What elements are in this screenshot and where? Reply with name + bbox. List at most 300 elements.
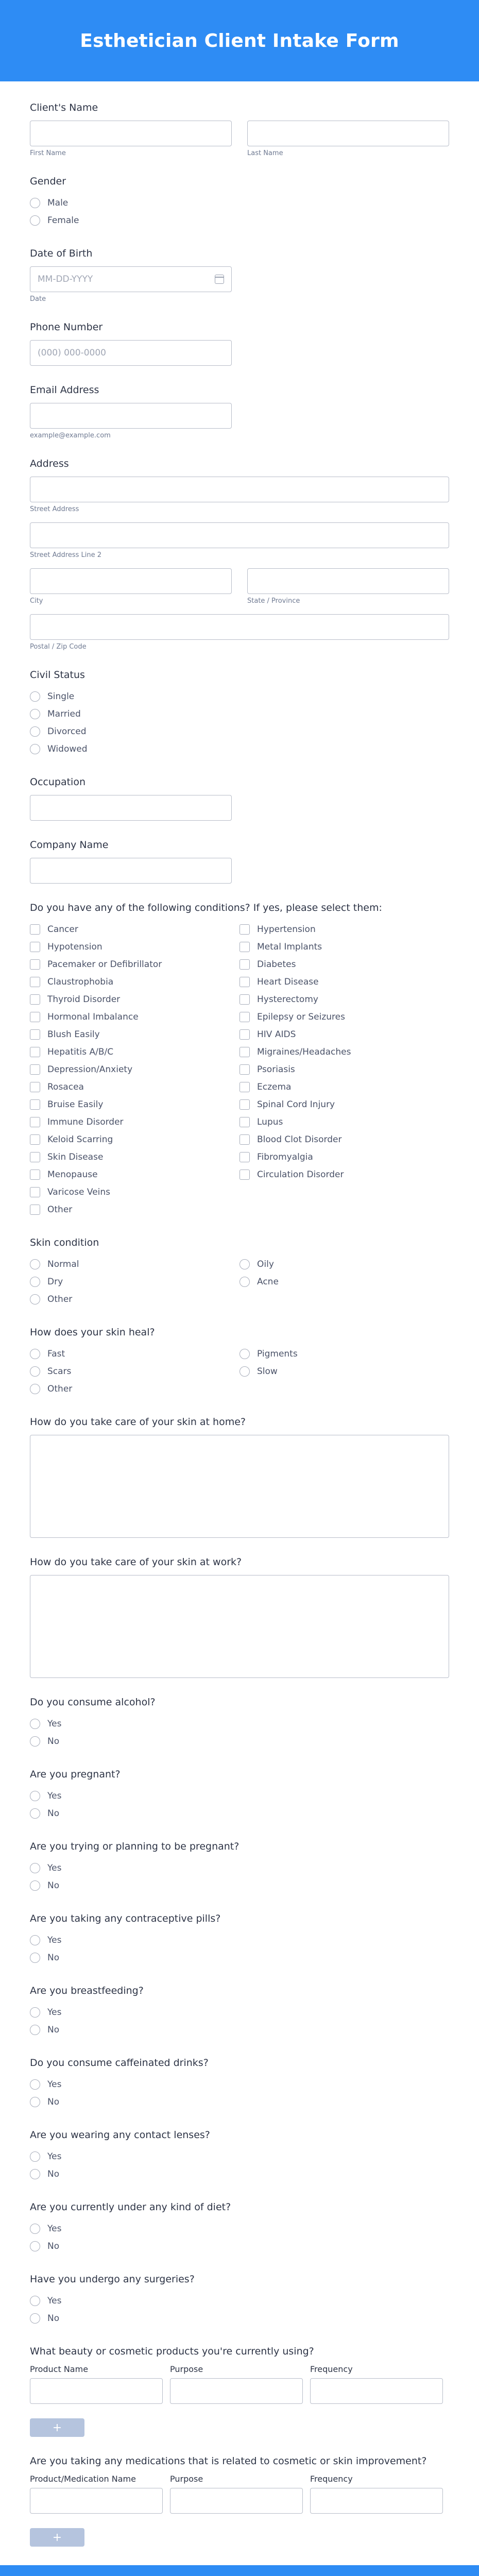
- civil-status-field: [30, 669, 449, 758]
- column-header: Frequency: [310, 2474, 353, 2484]
- option-label: Hypotension: [47, 942, 102, 952]
- civil-status-label: Civil Status: [30, 669, 85, 681]
- purpose-input[interactable]: [170, 2488, 303, 2514]
- option-label: Eczema: [257, 1082, 292, 1092]
- option-label: Rosacea: [47, 1082, 84, 1092]
- beauty-table-header: [30, 2364, 449, 2374]
- option-label: Fast: [47, 1349, 65, 1359]
- skin-heal-label: How does your skin heal?: [30, 1327, 155, 1338]
- gender-option-male[interactable]: [30, 194, 449, 212]
- last-name-input[interactable]: [247, 121, 449, 146]
- zip-sublabel: Postal / Zip Code: [30, 643, 87, 651]
- medication-name-input[interactable]: [30, 2488, 163, 2514]
- condition-option[interactable]: [30, 1061, 239, 1078]
- skin-heal-option[interactable]: [30, 1363, 239, 1380]
- yes-no-question: [30, 1913, 449, 1967]
- condition-option[interactable]: [30, 1166, 239, 1183]
- radio-button[interactable]: [30, 1791, 40, 1801]
- option-label: HIV AIDS: [257, 1029, 296, 1040]
- option-label: Lupus: [257, 1117, 283, 1127]
- no-option[interactable]: [30, 2093, 449, 2111]
- yes-option[interactable]: [30, 1787, 449, 1805]
- radio-button[interactable]: [30, 1259, 40, 1269]
- option-label: Other: [47, 1294, 73, 1304]
- address-label: Address: [30, 458, 69, 469]
- condition-option[interactable]: [239, 1131, 449, 1148]
- street-address-2-sublabel: Street Address Line 2: [30, 551, 102, 559]
- civil-option[interactable]: [30, 705, 449, 723]
- option-label: Yes: [47, 1791, 62, 1801]
- option-label: Blood Clot Disorder: [257, 1134, 342, 1145]
- option-label: Bruise Easily: [47, 1099, 104, 1110]
- phone-placeholder: (000) 000-0000: [38, 348, 106, 358]
- condition-option[interactable]: [30, 973, 239, 991]
- purpose-input[interactable]: [170, 2378, 303, 2404]
- column-header: Product/Medication Name: [30, 2474, 136, 2484]
- radio-button[interactable]: [30, 1294, 40, 1304]
- add-row-button[interactable]: +: [30, 2418, 84, 2437]
- radio-button[interactable]: [30, 2151, 40, 2162]
- option-label: Pacemaker or Defibrillator: [47, 959, 162, 970]
- first-name-input[interactable]: [30, 121, 232, 146]
- email-field: [30, 384, 449, 439]
- option-label: Normal: [47, 1259, 79, 1269]
- checkbox[interactable]: [239, 1012, 250, 1022]
- checkbox[interactable]: [30, 1134, 40, 1145]
- radio-button[interactable]: [30, 2097, 40, 2107]
- option-label: Dry: [47, 1277, 63, 1287]
- yes-option[interactable]: [30, 2004, 449, 2021]
- yes-no-question: [30, 1697, 449, 1750]
- question-label: Are you breastfeeding?: [30, 1985, 144, 1996]
- option-label: Acne: [257, 1277, 279, 1287]
- option-label: Circulation Disorder: [257, 1170, 344, 1180]
- checkbox[interactable]: [30, 1047, 40, 1057]
- option-label: Hormonal Imbalance: [47, 1012, 139, 1022]
- conditions-label: Do you have any of the following conditions? If yes, please select them:: [30, 902, 382, 913]
- street-address-sublabel: Street Address: [30, 505, 79, 513]
- checkbox[interactable]: [239, 942, 250, 952]
- email-sublabel: example@example.com: [30, 432, 111, 439]
- conditions-left-column: [30, 921, 239, 1218]
- skin-right-column: [239, 1256, 449, 1308]
- condition-option[interactable]: [239, 956, 449, 973]
- condition-option[interactable]: [30, 991, 239, 1008]
- option-label: Yes: [47, 2296, 62, 2306]
- radio-button[interactable]: [30, 1935, 40, 1945]
- option-label: Pigments: [257, 1349, 298, 1359]
- radio-button[interactable]: [30, 2296, 40, 2306]
- care-home-textarea[interactable]: [30, 1435, 449, 1538]
- checkbox[interactable]: [30, 1029, 40, 1040]
- option-label: Epilepsy or Seizures: [257, 1012, 345, 1022]
- condition-option[interactable]: [30, 1096, 239, 1113]
- condition-option[interactable]: [30, 1201, 239, 1218]
- care-home-field: [30, 1416, 449, 1538]
- radio-button[interactable]: [30, 2079, 40, 2090]
- skin-condition-field: [30, 1237, 449, 1308]
- skin-heal-option[interactable]: [30, 1345, 239, 1363]
- radio-button[interactable]: [30, 1384, 40, 1394]
- option-label: Blush Easily: [47, 1029, 100, 1040]
- form-header: [0, 0, 479, 81]
- checkbox[interactable]: [30, 1152, 40, 1162]
- skin-condition-option[interactable]: [30, 1256, 239, 1273]
- conditions-field: [30, 902, 449, 1218]
- conditions-right-column: [239, 921, 449, 1218]
- intake-form: [0, 81, 479, 2576]
- option-label: Psoriasis: [257, 1064, 295, 1075]
- option-label: Divorced: [47, 726, 87, 737]
- question-label: Do you consume alcohol?: [30, 1697, 156, 1708]
- radio-button[interactable]: [30, 1863, 40, 1873]
- condition-option[interactable]: [239, 1026, 449, 1043]
- no-option[interactable]: [30, 1877, 449, 1894]
- occupation-input[interactable]: [30, 795, 232, 821]
- medications-label: Are you taking any medications that is related to cosmetic or skin improvement?: [30, 2455, 427, 2467]
- condition-option[interactable]: [30, 938, 239, 956]
- option-label: Yes: [47, 2079, 62, 2090]
- occupation-field: [30, 776, 449, 821]
- no-option[interactable]: [30, 2021, 449, 2039]
- yes-option[interactable]: [30, 1931, 449, 1949]
- dob-input[interactable]: [30, 266, 232, 292]
- skin-condition-option[interactable]: [239, 1273, 449, 1291]
- question-label: Are you trying or planning to be pregnant?: [30, 1841, 239, 1852]
- add-row-button[interactable]: +: [30, 2528, 84, 2547]
- email-input[interactable]: [30, 403, 232, 429]
- condition-option[interactable]: [239, 1166, 449, 1183]
- radio-button[interactable]: [30, 1366, 40, 1377]
- condition-option[interactable]: [239, 921, 449, 938]
- radio-button[interactable]: [239, 1349, 250, 1359]
- frequency-input[interactable]: [310, 2488, 443, 2514]
- option-label: Scars: [47, 1366, 72, 1377]
- yes-no-question: [30, 1841, 449, 1894]
- checkbox[interactable]: [30, 924, 40, 935]
- column-header: Purpose: [170, 2364, 203, 2374]
- radio-button[interactable]: [30, 2313, 40, 2324]
- radio-button[interactable]: [30, 2224, 40, 2234]
- radio-button[interactable]: [30, 1736, 40, 1747]
- option-label: Hysterectomy: [257, 994, 318, 1005]
- civil-option[interactable]: [30, 723, 449, 740]
- checkbox[interactable]: [30, 1205, 40, 1215]
- gender-option-female[interactable]: [30, 212, 449, 229]
- state-sublabel: State / Province: [247, 597, 300, 605]
- option-label: Migraines/Headaches: [257, 1047, 351, 1057]
- option-label: Female: [47, 215, 79, 226]
- checkbox[interactable]: [30, 959, 40, 970]
- company-input[interactable]: [30, 858, 232, 884]
- yes-no-questions: [30, 1697, 449, 2327]
- option-label: Keloid Scarring: [47, 1134, 113, 1145]
- radio-button[interactable]: [239, 1259, 250, 1269]
- client-name-field: [30, 102, 449, 157]
- yes-no-question: [30, 2201, 449, 2255]
- last-name-sublabel: Last Name: [247, 149, 283, 157]
- skin-heal-option[interactable]: [30, 1380, 239, 1398]
- option-label: Other: [47, 1384, 73, 1394]
- yes-no-question: [30, 2057, 449, 2111]
- street-address-input[interactable]: [30, 477, 449, 502]
- option-label: Married: [47, 709, 81, 719]
- condition-option[interactable]: [239, 991, 449, 1008]
- condition-option[interactable]: [239, 938, 449, 956]
- radio-button[interactable]: [30, 1880, 40, 1891]
- checkbox[interactable]: [239, 1134, 250, 1145]
- column-header: Purpose: [170, 2474, 203, 2484]
- checkbox[interactable]: [30, 1117, 40, 1127]
- email-label: Email Address: [30, 384, 99, 396]
- no-option[interactable]: [30, 2165, 449, 2183]
- yes-option[interactable]: [30, 1859, 449, 1877]
- care-work-textarea[interactable]: [30, 1575, 449, 1678]
- checkbox[interactable]: [239, 1170, 250, 1180]
- yes-no-question: [30, 2129, 449, 2183]
- skin-condition-label: Skin condition: [30, 1237, 99, 1248]
- checkbox[interactable]: [239, 1047, 250, 1057]
- condition-option[interactable]: [30, 1043, 239, 1061]
- medications-table-header: [30, 2474, 449, 2484]
- radio-button[interactable]: [30, 2025, 40, 2035]
- phone-input[interactable]: [30, 340, 232, 366]
- condition-option[interactable]: [239, 1148, 449, 1166]
- dob-sublabel: Date: [30, 295, 46, 303]
- option-label: Skin Disease: [47, 1152, 104, 1162]
- frequency-input[interactable]: [310, 2378, 443, 2404]
- option-label: No: [47, 2169, 60, 2179]
- yes-no-question: [30, 1985, 449, 2039]
- radio-button[interactable]: [239, 1366, 250, 1377]
- condition-option[interactable]: [239, 973, 449, 991]
- radio-button[interactable]: [30, 726, 40, 737]
- no-option[interactable]: [30, 2238, 449, 2255]
- question-label: Are you pregnant?: [30, 1769, 121, 1780]
- checkbox[interactable]: [30, 1012, 40, 1022]
- skin-condition-option[interactable]: [239, 1256, 449, 1273]
- question-label: Are you currently under any kind of diet?: [30, 2201, 231, 2213]
- skin-condition-option[interactable]: [30, 1273, 239, 1291]
- option-label: Yes: [47, 2224, 62, 2234]
- option-label: Slow: [257, 1366, 278, 1377]
- yes-option[interactable]: [30, 2292, 449, 2310]
- option-label: Fibromyalgia: [257, 1152, 313, 1162]
- option-label: Diabetes: [257, 959, 296, 970]
- option-label: No: [47, 2025, 60, 2035]
- option-label: Other: [47, 1205, 73, 1215]
- dob-field: [30, 248, 449, 303]
- client-name-label: Client's Name: [30, 102, 98, 113]
- street-address-2-input[interactable]: [30, 522, 449, 548]
- yes-option[interactable]: [30, 1715, 449, 1733]
- phone-label: Phone Number: [30, 321, 103, 333]
- calendar-icon[interactable]: [215, 275, 224, 284]
- option-label: Metal Implants: [257, 942, 322, 952]
- condition-option[interactable]: [239, 1061, 449, 1078]
- radio-button[interactable]: [30, 709, 40, 719]
- skin-left-column: [30, 1256, 239, 1308]
- option-label: Yes: [47, 1719, 62, 1729]
- checkbox[interactable]: [30, 994, 40, 1005]
- radio-button[interactable]: [30, 2169, 40, 2179]
- option-label: No: [47, 2313, 60, 2324]
- radio-button[interactable]: [30, 744, 40, 754]
- option-label: Heart Disease: [257, 977, 319, 987]
- option-label: No: [47, 1953, 60, 1963]
- checkbox[interactable]: [239, 1029, 250, 1040]
- option-label: Widowed: [47, 744, 88, 754]
- radio-button[interactable]: [30, 2241, 40, 2251]
- radio-button[interactable]: [30, 691, 40, 702]
- checkbox[interactable]: [239, 1117, 250, 1127]
- question-label: Are you taking any contraceptive pills?: [30, 1913, 221, 1924]
- form-title: Esthetician Client Intake Form: [80, 30, 399, 52]
- option-label: Yes: [47, 1935, 62, 1945]
- option-label: No: [47, 1808, 60, 1819]
- condition-option[interactable]: [239, 1096, 449, 1113]
- option-label: No: [47, 1880, 60, 1891]
- option-label: Single: [47, 691, 75, 702]
- checkbox[interactable]: [239, 1099, 250, 1110]
- dob-label: Date of Birth: [30, 248, 93, 259]
- option-label: Spinal Cord Injury: [257, 1099, 335, 1110]
- occupation-label: Occupation: [30, 776, 85, 788]
- option-label: Immune Disorder: [47, 1117, 124, 1127]
- radio-button[interactable]: [30, 1719, 40, 1729]
- checkbox[interactable]: [239, 1152, 250, 1162]
- radio-button[interactable]: [239, 1277, 250, 1287]
- yes-option[interactable]: [30, 2220, 449, 2238]
- checkbox[interactable]: [239, 959, 250, 970]
- yes-no-question: [30, 1769, 449, 1822]
- medications-field: [30, 2455, 449, 2547]
- condition-option[interactable]: [30, 956, 239, 973]
- option-label: Depression/Anxiety: [47, 1064, 133, 1075]
- radio-button[interactable]: [30, 1953, 40, 1963]
- condition-option[interactable]: [30, 1148, 239, 1166]
- medications-table-row: [30, 2488, 449, 2514]
- question-label: Have you undergo any surgeries?: [30, 2274, 195, 2285]
- question-label: Are you wearing any contact lenses?: [30, 2129, 210, 2141]
- checkbox[interactable]: [239, 1064, 250, 1075]
- civil-option[interactable]: [30, 740, 449, 758]
- checkbox[interactable]: [239, 994, 250, 1005]
- city-input[interactable]: [30, 568, 232, 594]
- checkbox[interactable]: [30, 977, 40, 987]
- dob-placeholder: MM-DD-YYYY: [38, 274, 93, 284]
- option-label: Thyroid Disorder: [47, 994, 121, 1005]
- care-work-field: [30, 1556, 449, 1678]
- checkbox[interactable]: [30, 1082, 40, 1092]
- checkbox[interactable]: [30, 1064, 40, 1075]
- checkbox[interactable]: [239, 1082, 250, 1092]
- option-label: Hepatitis A/B/C: [47, 1047, 114, 1057]
- product-name-input[interactable]: [30, 2378, 163, 2404]
- option-label: Menopause: [47, 1170, 98, 1180]
- checkbox[interactable]: [30, 1170, 40, 1180]
- condition-option[interactable]: [239, 1008, 449, 1026]
- skin-heal-option[interactable]: [239, 1345, 449, 1363]
- yes-option[interactable]: [30, 2076, 449, 2093]
- column-header: Product Name: [30, 2364, 89, 2374]
- option-label: Hypertension: [257, 924, 316, 935]
- radio-button[interactable]: [30, 1349, 40, 1359]
- condition-option[interactable]: [30, 1131, 239, 1148]
- phone-field: [30, 321, 449, 366]
- radio-button[interactable]: [30, 215, 40, 226]
- zip-input[interactable]: [30, 614, 449, 640]
- option-label: Cancer: [47, 924, 78, 935]
- condition-option[interactable]: [30, 1078, 239, 1096]
- beauty-table-row: [30, 2378, 449, 2404]
- no-option[interactable]: [30, 1733, 449, 1750]
- city-sublabel: City: [30, 597, 43, 605]
- beauty-products-label: What beauty or cosmetic products you're currently using?: [30, 2346, 314, 2357]
- radio-button[interactable]: [30, 198, 40, 208]
- care-home-label: How do you take care of your skin at home?: [30, 1416, 246, 1428]
- no-option[interactable]: [30, 2310, 449, 2327]
- option-label: No: [47, 1736, 60, 1747]
- option-label: No: [47, 2097, 60, 2107]
- address-field: [30, 458, 449, 651]
- heal-right-column: [239, 1345, 449, 1398]
- condition-option[interactable]: [30, 1183, 239, 1201]
- radio-button[interactable]: [30, 2007, 40, 2018]
- radio-button[interactable]: [30, 1277, 40, 1287]
- company-label: Company Name: [30, 839, 109, 851]
- care-work-label: How do you take care of your skin at work?: [30, 1556, 242, 1568]
- radio-button[interactable]: [30, 1808, 40, 1819]
- checkbox[interactable]: [30, 1187, 40, 1197]
- civil-option[interactable]: [30, 688, 449, 705]
- beauty-products-field: [30, 2346, 449, 2437]
- option-label: Male: [47, 198, 69, 208]
- skin-heal-option[interactable]: [239, 1363, 449, 1380]
- no-option[interactable]: [30, 1949, 449, 1967]
- checkbox[interactable]: [239, 977, 250, 987]
- checkbox[interactable]: [239, 924, 250, 935]
- checkbox[interactable]: [30, 942, 40, 952]
- gender-field: [30, 176, 449, 229]
- yes-no-question: [30, 2274, 449, 2327]
- option-label: Oily: [257, 1259, 274, 1269]
- option-label: Yes: [47, 2151, 62, 2162]
- option-label: Claustrophobia: [47, 977, 114, 987]
- conditions-grid: [30, 921, 449, 1218]
- condition-option[interactable]: [239, 1043, 449, 1061]
- condition-option[interactable]: [30, 1026, 239, 1043]
- condition-option[interactable]: [239, 1078, 449, 1096]
- condition-option[interactable]: [30, 1113, 239, 1131]
- first-name-sublabel: First Name: [30, 149, 66, 157]
- option-label: Varicose Veins: [47, 1187, 111, 1197]
- state-input[interactable]: [247, 568, 449, 594]
- condition-option[interactable]: [239, 1113, 449, 1131]
- skin-condition-option[interactable]: [30, 1291, 239, 1308]
- option-label: No: [47, 2241, 60, 2251]
- terms-header: [0, 2565, 479, 2576]
- condition-option[interactable]: [30, 921, 239, 938]
- skin-heal-field: [30, 1327, 449, 1398]
- no-option[interactable]: [30, 1805, 449, 1822]
- condition-option[interactable]: [30, 1008, 239, 1026]
- company-field: [30, 839, 449, 884]
- heal-left-column: [30, 1345, 239, 1398]
- checkbox[interactable]: [30, 1099, 40, 1110]
- option-label: Yes: [47, 1863, 62, 1873]
- yes-option[interactable]: [30, 2148, 449, 2165]
